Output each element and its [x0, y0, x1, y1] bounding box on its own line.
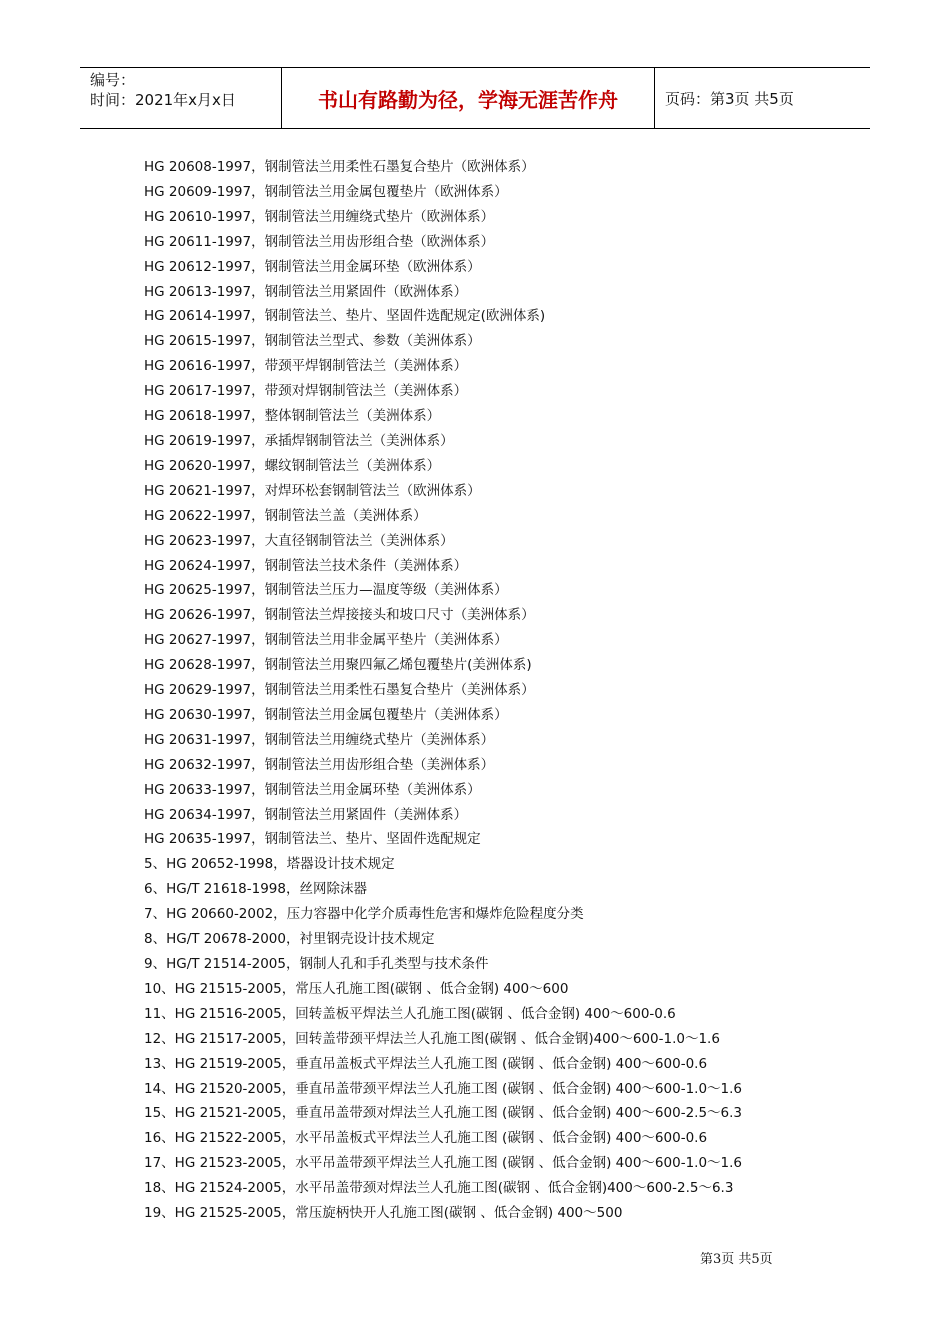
list-item: HG 20620-1997，螺纹钢制管法兰（美洲体系）: [144, 457, 441, 474]
list-item: HG 20615-1997，钢制管法兰型式、参数（美洲体系）: [144, 333, 481, 350]
list-item: 12、HG 21517-2005，回转盖带颈平焊法兰人孔施工图(碳钢 、低合金钢)400～600-1.0～1.6: [144, 1030, 720, 1047]
list-item: 9、HG/T 21514-2005，钢制人孔和手孔类型与技术条件: [144, 956, 489, 972]
document-number-label: 编号：: [90, 71, 136, 89]
list-item: HG 20627-1997，钢制管法兰用非金属平垫片（美洲体系）: [144, 632, 508, 649]
list-item: HG 20624-1997，钢制管法兰技术条件（美洲体系）: [144, 557, 468, 574]
list-item: 8、HG/T 20678-2000，衬里钢壳设计技术规定: [144, 931, 435, 948]
list-item: 15、HG 21521-2005，垂直吊盖带颈对焊法兰人孔施工图 (碳钢 、低合金钢) 400～600-2.5～6.3: [144, 1105, 743, 1122]
page-header: [80, 67, 870, 129]
list-item: HG 20632-1997，钢制管法兰用齿形组合垫（美洲体系）: [144, 756, 495, 773]
document-time-label: 时间：2021年x月x日: [90, 91, 236, 109]
list-item: HG 20628-1997，钢制管法兰用聚四氟乙烯包覆垫片(美洲体系): [144, 657, 532, 674]
list-item: HG 20610-1997，钢制管法兰用缠绕式垫片（欧洲体系）: [144, 208, 495, 225]
list-item: HG 20611-1997，钢制管法兰用齿形组合垫（欧洲体系）: [144, 233, 495, 250]
list-item: HG 20608-1997，钢制管法兰用柔性石墨复合垫片（欧洲体系）: [144, 159, 535, 175]
list-item: 10、HG 21515-2005，常压人孔施工图(碳钢 、低合金钢) 400～600: [144, 980, 569, 997]
list-item: 11、HG 21516-2005，回转盖板平焊法兰人孔施工图(碳钢 、低合金钢) 400～600-0.6: [144, 1005, 676, 1022]
list-item: HG 20622-1997，钢制管法兰盖（美洲体系）: [144, 507, 427, 524]
list-item: HG 20633-1997，钢制管法兰用金属环垫（美洲体系）: [144, 781, 481, 798]
list-item: HG 20621-1997，对焊环松套钢制管法兰（欧洲体系）: [144, 482, 481, 499]
list-item: 16、HG 21522-2005，水平吊盖板式平焊法兰人孔施工图 (碳钢 、低合金钢) 400～600-0.6: [144, 1130, 708, 1147]
list-item: HG 20625-1997，钢制管法兰压力—温度等级（美洲体系）: [144, 582, 508, 599]
list-item: 19、HG 21525-2005，常压旋柄快开人孔施工图(碳钢 、低合金钢) 400～500: [144, 1205, 623, 1222]
list-item: HG 20617-1997，带颈对焊钢制管法兰（美洲体系）: [144, 383, 468, 400]
list-item: HG 20612-1997，钢制管法兰用金属环垫（欧洲体系）: [144, 258, 481, 275]
list-item: 18、HG 21524-2005，水平吊盖带颈对焊法兰人孔施工图(碳钢 、低合金钢)400～600-2.5～6.3: [144, 1180, 734, 1197]
list-item: HG 20623-1997，大直径钢制管法兰（美洲体系）: [144, 532, 454, 549]
page-footer: 第3页 共5页: [700, 1252, 773, 1267]
list-item: 14、HG 21520-2005，垂直吊盖带颈平焊法兰人孔施工图 (碳钢 、低合金钢) 400～600-1.0～1.6: [144, 1080, 743, 1097]
list-item: HG 20619-1997，承插焊钢制管法兰（美洲体系）: [144, 432, 454, 449]
list-item: HG 20616-1997，带颈平焊钢制管法兰（美洲体系）: [144, 358, 468, 375]
list-item: HG 20631-1997，钢制管法兰用缠绕式垫片（美洲体系）: [144, 731, 495, 748]
list-item: HG 20614-1997，钢制管法兰、垫片、坚固件选配规定(欧洲体系): [144, 308, 546, 325]
list-item: 13、HG 21519-2005，垂直吊盖板式平焊法兰人孔施工图 (碳钢 、低合金钢) 400～600-0.6: [144, 1055, 708, 1072]
list-item: 17、HG 21523-2005，水平吊盖带颈平焊法兰人孔施工图 (碳钢 、低合金钢) 400～600-1.0～1.6: [144, 1155, 743, 1172]
header-motto: 书山有路勤为径，学海无涯苦作舟: [282, 68, 655, 128]
list-item: HG 20629-1997，钢制管法兰用柔性石墨复合垫片（美洲体系）: [144, 682, 535, 699]
list-item: HG 20613-1997，钢制管法兰用紧固件（欧洲体系）: [144, 283, 468, 300]
list-item: 7、HG 20660-2002，压力容器中化学介质毒性危害和爆炸危险程度分类: [144, 906, 584, 923]
list-item: HG 20634-1997，钢制管法兰用紧固件（美洲体系）: [144, 806, 468, 823]
document-body: [144, 155, 844, 1226]
list-item: 5、HG 20652-1998，塔器设计技术规定: [144, 856, 395, 873]
list-item: HG 20609-1997，钢制管法兰用金属包覆垫片（欧洲体系）: [144, 183, 508, 200]
list-item: HG 20618-1997，整体钢制管法兰（美洲体系）: [144, 408, 441, 425]
list-item: HG 20626-1997，钢制管法兰焊接接头和坡口尺寸（美洲体系）: [144, 607, 535, 624]
list-item: HG 20635-1997，钢制管法兰、垫片、坚固件选配规定: [144, 831, 481, 848]
list-item: 6、HG/T 21618-1998，丝网除沫器: [144, 881, 367, 898]
header-meta: [80, 68, 282, 128]
list-item: HG 20630-1997，钢制管法兰用金属包覆垫片（美洲体系）: [144, 706, 508, 723]
header-page-number: 页码：第3页 共5页: [665, 89, 794, 108]
